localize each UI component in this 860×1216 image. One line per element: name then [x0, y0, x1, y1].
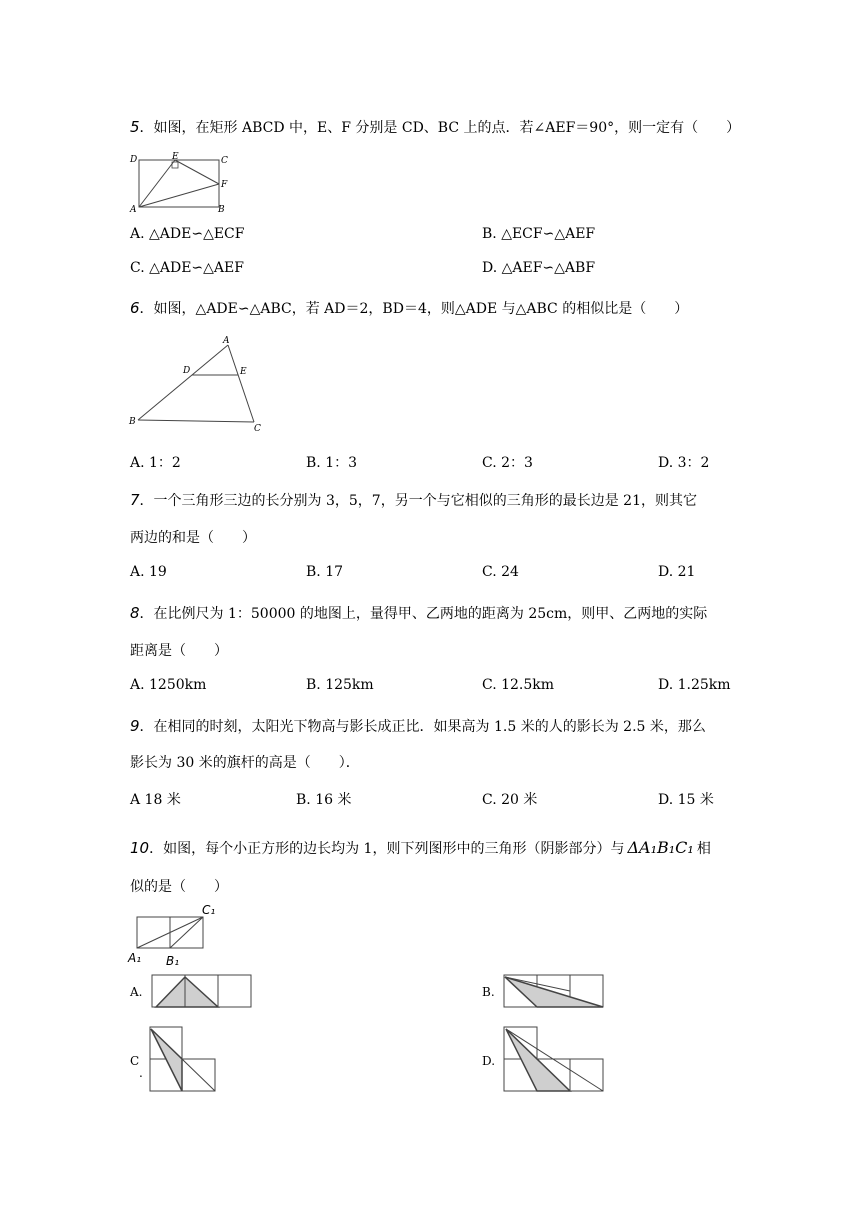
q5-rectangle-figure	[128, 150, 232, 212]
q7-option-c: C. 24	[482, 564, 519, 580]
q10-option-c: C	[130, 1054, 140, 1068]
q8-option-b: B. 125km	[306, 677, 374, 693]
q7-stem-line2: 两边的和是（ ）	[130, 530, 256, 546]
triangle-a1b1c1: ΔA₁B₁C₁	[627, 838, 694, 857]
label-E: E	[172, 152, 179, 162]
q10-stem-line1: 10．如图，每个小正方形的边长均为 1，则下列图形中的三角形（阴影部分）与 ΔA₁B₁C₁ 相	[130, 838, 711, 857]
q6-option-a: A. 1：2	[130, 455, 181, 471]
q6-stem: 6．如图，△ADE∽△ABC，若 AD＝2，BD＝4，则△ADE 与△ABC 的相似比是（ ）	[130, 299, 689, 317]
q8-stem-line2: 距离是（ ）	[130, 643, 228, 659]
q6-triangle-figure	[126, 335, 266, 435]
q6-option-c: C. 2：3	[482, 455, 533, 471]
q8-option-c: C. 12.5km	[482, 677, 555, 693]
q10-stem-line2: 似的是（ ）	[130, 879, 228, 895]
q9-option-a: A 18 米	[130, 792, 181, 808]
q9-option-c: C. 20 米	[482, 792, 538, 808]
q6-option-b: B. 1：3	[306, 455, 358, 471]
q10-option-b-figure	[502, 972, 606, 1010]
label-F: F	[221, 180, 228, 190]
q10-option-c-figure	[148, 1024, 220, 1094]
q5-option-d: D. △AEF∽△ABF	[482, 260, 596, 276]
q9-option-b: B. 16 米	[296, 792, 352, 808]
q9-option-d: D. 15 米	[658, 792, 714, 808]
q8-option-d: D. 1.25km	[658, 677, 731, 693]
label-C: C	[221, 156, 228, 166]
q10-reference-grid-figure	[126, 900, 226, 970]
q10-option-d: D.	[482, 1054, 496, 1068]
label-B: B	[218, 205, 225, 212]
label-D: D	[130, 155, 138, 165]
q8-option-a: A. 1250km	[130, 677, 207, 693]
option-c-dot: .	[139, 1066, 143, 1080]
q10-option-d-figure	[502, 1024, 606, 1094]
q7-option-d: D. 21	[658, 564, 696, 580]
label-B: B	[129, 417, 136, 427]
q5-stem: 5．如图，在矩形 ABCD 中，E、F 分别是 CD、BC 上的点．若∠AEF＝90°，则一定有（ ）	[130, 118, 741, 136]
label-b1: B₁	[166, 954, 180, 968]
q5-option-a: A. △ADE∽△ECF	[130, 226, 245, 242]
label-a1: A₁	[128, 951, 142, 965]
q8-stem-line1: 8．在比例尺为 1：50000 的地图上，量得甲、乙两地的距离为 25cm，则甲、乙两地的实际	[130, 604, 708, 622]
label-D: D	[183, 366, 191, 376]
q10-option-b: B.	[482, 985, 495, 999]
q10-option-a: A.	[130, 985, 143, 999]
q5-option-c: C. △ADE∽△AEF	[130, 260, 244, 276]
q6-option-d: D. 3：2	[658, 455, 710, 471]
q5-option-b: B. △ECF∽△AEF	[482, 226, 596, 242]
label-A: A	[223, 336, 230, 346]
q7-option-a: A. 19	[130, 564, 167, 580]
label-A: A	[130, 205, 137, 212]
q9-stem-line2: 影长为 30 米的旗杆的高是（ ）．	[130, 755, 360, 771]
q10-option-a-figure	[150, 972, 254, 1010]
label-E: E	[240, 367, 247, 377]
q7-option-b: B. 17	[306, 564, 344, 580]
label-c1: C₁	[202, 903, 216, 917]
q9-stem-line1: 9．在相同的时刻，太阳光下物高与影长成正比．如果高为 1.5 米的人的影长为 2.5 米，那么	[130, 717, 706, 735]
label-C: C	[254, 424, 261, 434]
q7-stem-line1: 7．一个三角形三边的长分别为 3，5，7，另一个与它相似的三角形的最长边是 21，则其它	[130, 491, 697, 509]
